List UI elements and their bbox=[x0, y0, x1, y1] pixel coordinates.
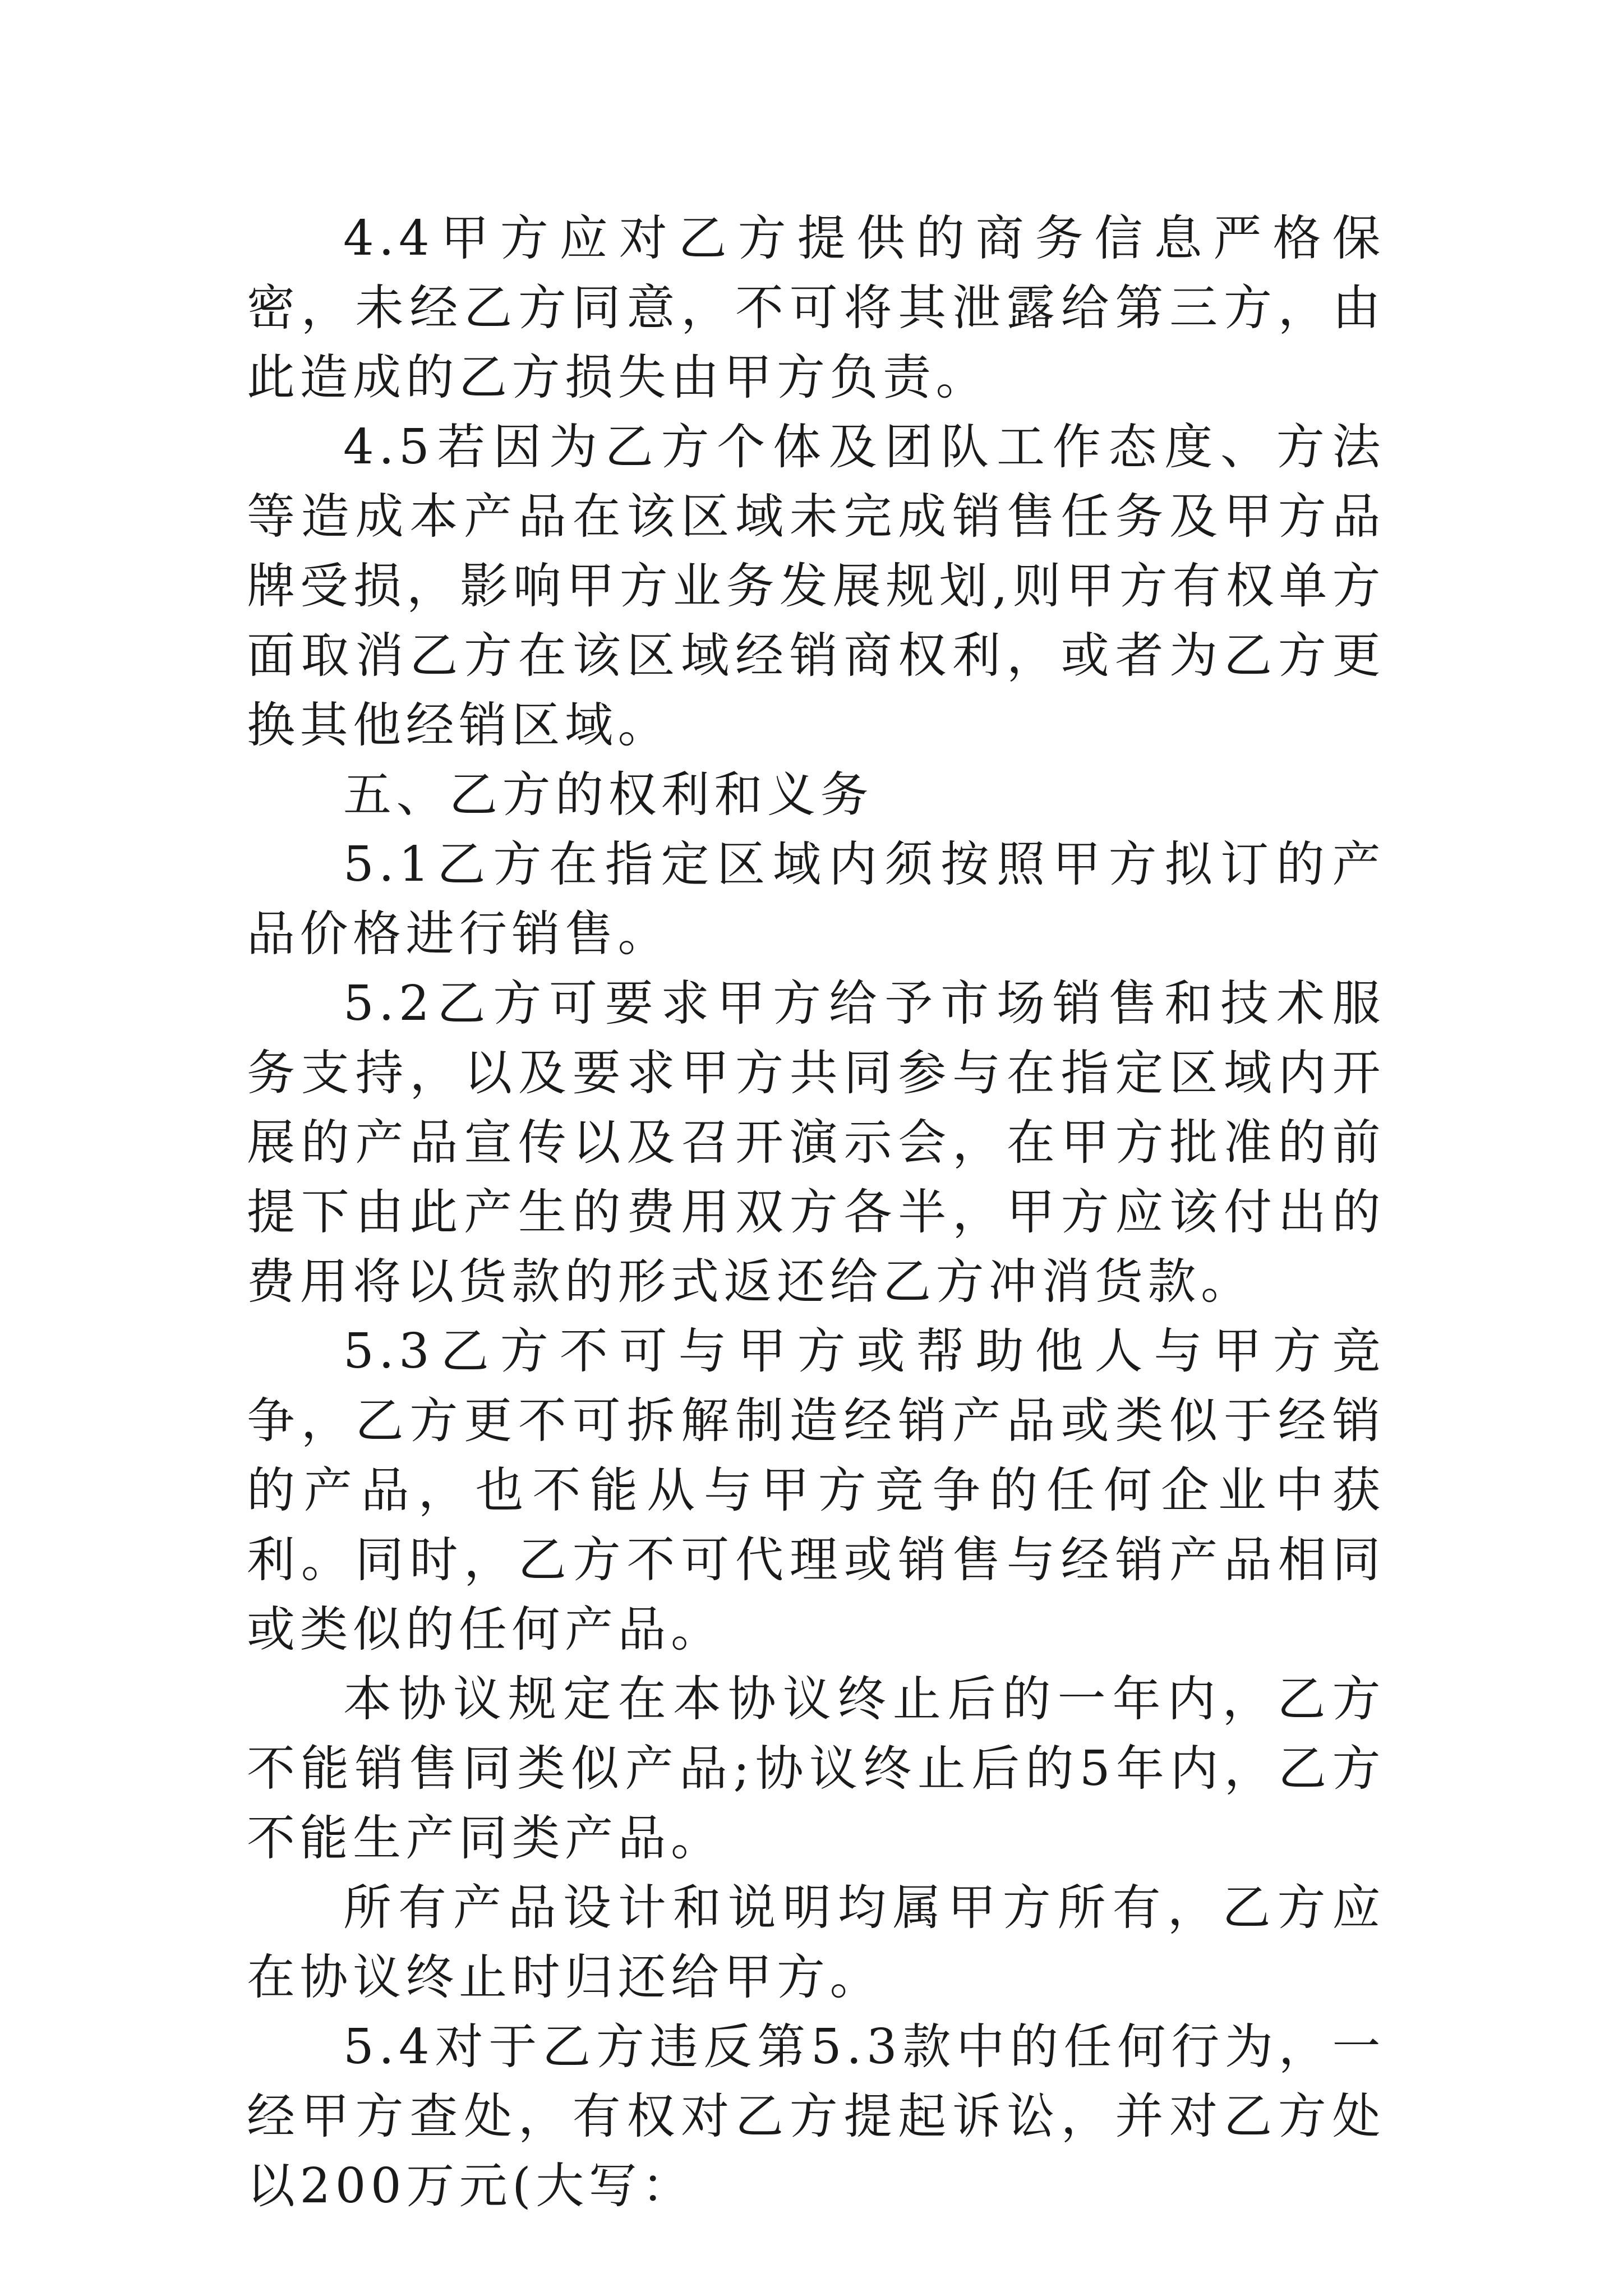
clause-5-3: 5.3乙方不可与甲方或帮助他人与甲方竞争，乙方更不可拆解制造经销产品或类似于经销的产品，也不能从与甲方竞争的任何企业中获利。同时，乙方不可代理或销售与经销产品相同或类似的任何产品。 bbox=[247, 1323, 1385, 1658]
clause-5-4: 5.4对于乙方违反第5.3款中的任何行为，一经甲方查处，有权对乙方提起诉讼，并对乙方处以200万元(大写： bbox=[247, 2019, 1385, 2214]
clause-4-4: 4.4甲方应对乙方提供的商务信息严格保密，未经乙方同意，不可将其泄露给第三方，由此造成的乙方损失由甲方负责。 bbox=[247, 210, 1385, 406]
document-body bbox=[247, 204, 1385, 2221]
clause-5-3-term: 本协议规定在本协议终止后的一年内，乙方不能销售同类似产品;协议终止后的5年内，乙方不能生产同类产品。 bbox=[247, 1671, 1385, 1866]
section-heading-5: 五、乙方的权利和义务 bbox=[343, 767, 873, 823]
clause-5-1: 5.1乙方在指定区域内须按照甲方拟订的产品价格进行销售。 bbox=[247, 836, 1385, 962]
clause-5-2: 5.2乙方可要求甲方给予市场销售和技术服务支持，以及要求甲方共同参与在指定区域内开展的产品宣传以及召开演示会，在甲方批准的前提下由此产生的费用双方各半，甲方应该付出的费用将以货款的形式返还给乙方冲消货款。 bbox=[247, 976, 1385, 1310]
clause-4-5: 4.5若因为乙方个体及团队工作态度、方法等造成本产品在该区域未完成销售任务及甲方品牌受损，影响甲方业务发展规划,则甲方有权单方面取消乙方在该区域经销商权利，或者为乙方更换其他经销区域。 bbox=[247, 419, 1385, 753]
clause-5-3-ownership: 所有产品设计和说明均属甲方所有，乙方应在协议终止时归还给甲方。 bbox=[247, 1880, 1385, 2005]
